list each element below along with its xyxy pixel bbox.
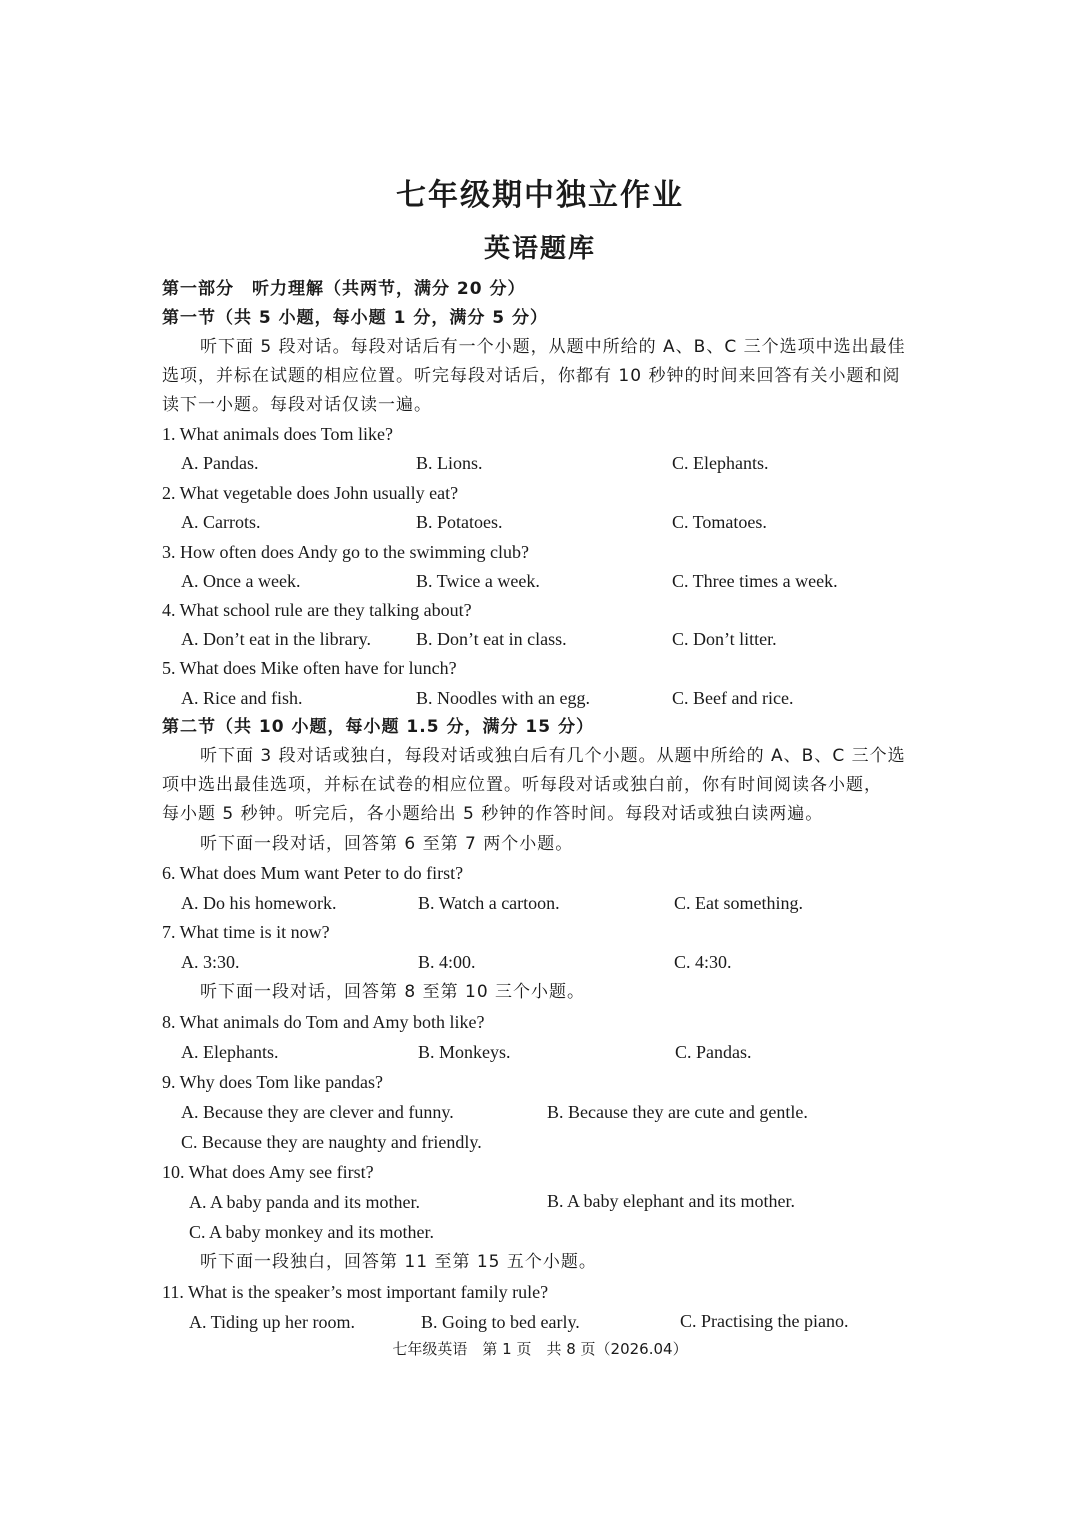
question-2-option-c: C. Tomatoes.	[672, 512, 767, 532]
question-6: 6. What does Mum want Peter to do first?	[162, 863, 464, 883]
question-7-option-c: C. 4:30.	[674, 952, 732, 972]
question-11-option-c: C. Practising the piano.	[680, 1311, 849, 1331]
question-1-option-c: C. Elephants.	[672, 453, 769, 473]
question-11: 11. What is the speaker’s most important family rule?	[162, 1282, 549, 1302]
section2-instruction-line-2: 项中选出最佳选项，并标在试卷的相应位置。听每段对话或独白前，你有时间阅读各小题，	[162, 775, 882, 795]
question-3-option-c: C. Three times a week.	[672, 571, 838, 591]
part1-heading: 第一部分 听力理解（共两节，满分 20 分）	[162, 279, 526, 299]
question-6-option-a: A. Do his homework.	[181, 893, 337, 913]
question-6-option-c: C. Eat something.	[674, 893, 803, 913]
question-9: 9. Why does Tom like pandas?	[162, 1072, 384, 1092]
question-9-option-a: A. Because they are clever and funny.	[181, 1102, 454, 1122]
question-4-option-a: A. Don’t eat in the library.	[181, 629, 371, 649]
monologue-note-11-15: 听下面一段独白，回答第 11 至第 15 五个小题。	[200, 1252, 597, 1272]
question-8: 8. What animals do Tom and Amy both like?	[162, 1012, 485, 1032]
question-5: 5. What does Mike often have for lunch?	[162, 658, 457, 678]
question-8-option-a: A. Elephants.	[181, 1042, 279, 1062]
question-5-option-b: B. Noodles with an egg.	[416, 688, 590, 708]
question-5-option-a: A. Rice and fish.	[181, 688, 303, 708]
question-2-option-b: B. Potatoes.	[416, 512, 503, 532]
question-9-option-c: C. Because they are naughty and friendly.	[181, 1132, 482, 1152]
exam-title: 七年级期中独立作业	[396, 178, 684, 213]
question-9-option-b: B. Because they are cute and gentle.	[547, 1102, 808, 1122]
page-footer: 七年级英语 第 1 页 共 8 页（2026.04）	[392, 1340, 688, 1358]
question-1-option-a: A. Pandas.	[181, 453, 259, 473]
question-4: 4. What school rule are they talking about?	[162, 600, 472, 620]
question-10-option-c: C. A baby monkey and its mother.	[189, 1222, 434, 1242]
question-2: 2. What vegetable does John usually eat?	[162, 483, 459, 503]
question-3: 3. How often does Andy go to the swimming club?	[162, 542, 529, 562]
dialog-note-8-10: 听下面一段对话，回答第 8 至第 10 三个小题。	[200, 982, 586, 1002]
question-10-option-a: A. A baby panda and its mother.	[189, 1192, 420, 1212]
question-6-option-b: B. Watch a cartoon.	[418, 893, 560, 913]
question-4-option-b: B. Don’t eat in class.	[416, 629, 567, 649]
section1-instruction-line-1: 听下面 5 段对话。每段对话后有一个小题，从题中所给的 A、B、C 三个选项中选出最佳	[200, 337, 906, 357]
section2-instruction-line-3: 每小题 5 秒钟。听完后，各小题给出 5 秒钟的作答时间。每段对话或独白读两遍。	[162, 804, 824, 824]
section1-instruction-line-3: 读下一小题。每段对话仅读一遍。	[162, 395, 432, 415]
section1-heading: 第一节（共 5 小题，每小题 1 分，满分 5 分）	[162, 308, 548, 328]
dialog-note-6-7: 听下面一段对话，回答第 6 至第 7 两个小题。	[200, 834, 574, 854]
question-10: 10. What does Amy see first?	[162, 1162, 374, 1182]
question-2-option-a: A. Carrots.	[181, 512, 261, 532]
question-5-option-c: C. Beef and rice.	[672, 688, 794, 708]
section2-instruction-line-1: 听下面 3 段对话或独白，每段对话或独白后有几个小题。从题中所给的 A、B、C 三个选	[200, 746, 906, 766]
question-1: 1. What animals does Tom like?	[162, 424, 394, 444]
section1-instruction-line-2: 选项，并标在试题的相应位置。听完每段对话后，你都有 10 秒钟的时间来回答有关小题和阅	[162, 366, 901, 386]
question-3-option-a: A. Once a week.	[181, 571, 301, 591]
question-10-option-b: B. A baby elephant and its mother.	[547, 1191, 795, 1211]
question-11-option-a: A. Tiding up her room.	[189, 1312, 356, 1332]
section2-heading: 第二节（共 10 小题，每小题 1.5 分，满分 15 分）	[162, 717, 594, 737]
question-3-option-b: B. Twice a week.	[416, 571, 540, 591]
question-4-option-c: C. Don’t litter.	[672, 629, 777, 649]
exam-subtitle: 英语题库	[483, 234, 596, 264]
question-1-option-b: B. Lions.	[416, 453, 483, 473]
question-7-option-b: B. 4:00.	[418, 952, 476, 972]
question-11-option-b: B. Going to bed early.	[421, 1312, 580, 1332]
question-8-option-c: C. Pandas.	[675, 1042, 752, 1062]
question-7-option-a: A. 3:30.	[181, 952, 240, 972]
question-8-option-b: B. Monkeys.	[418, 1042, 511, 1062]
question-7: 7. What time is it now?	[162, 922, 330, 942]
